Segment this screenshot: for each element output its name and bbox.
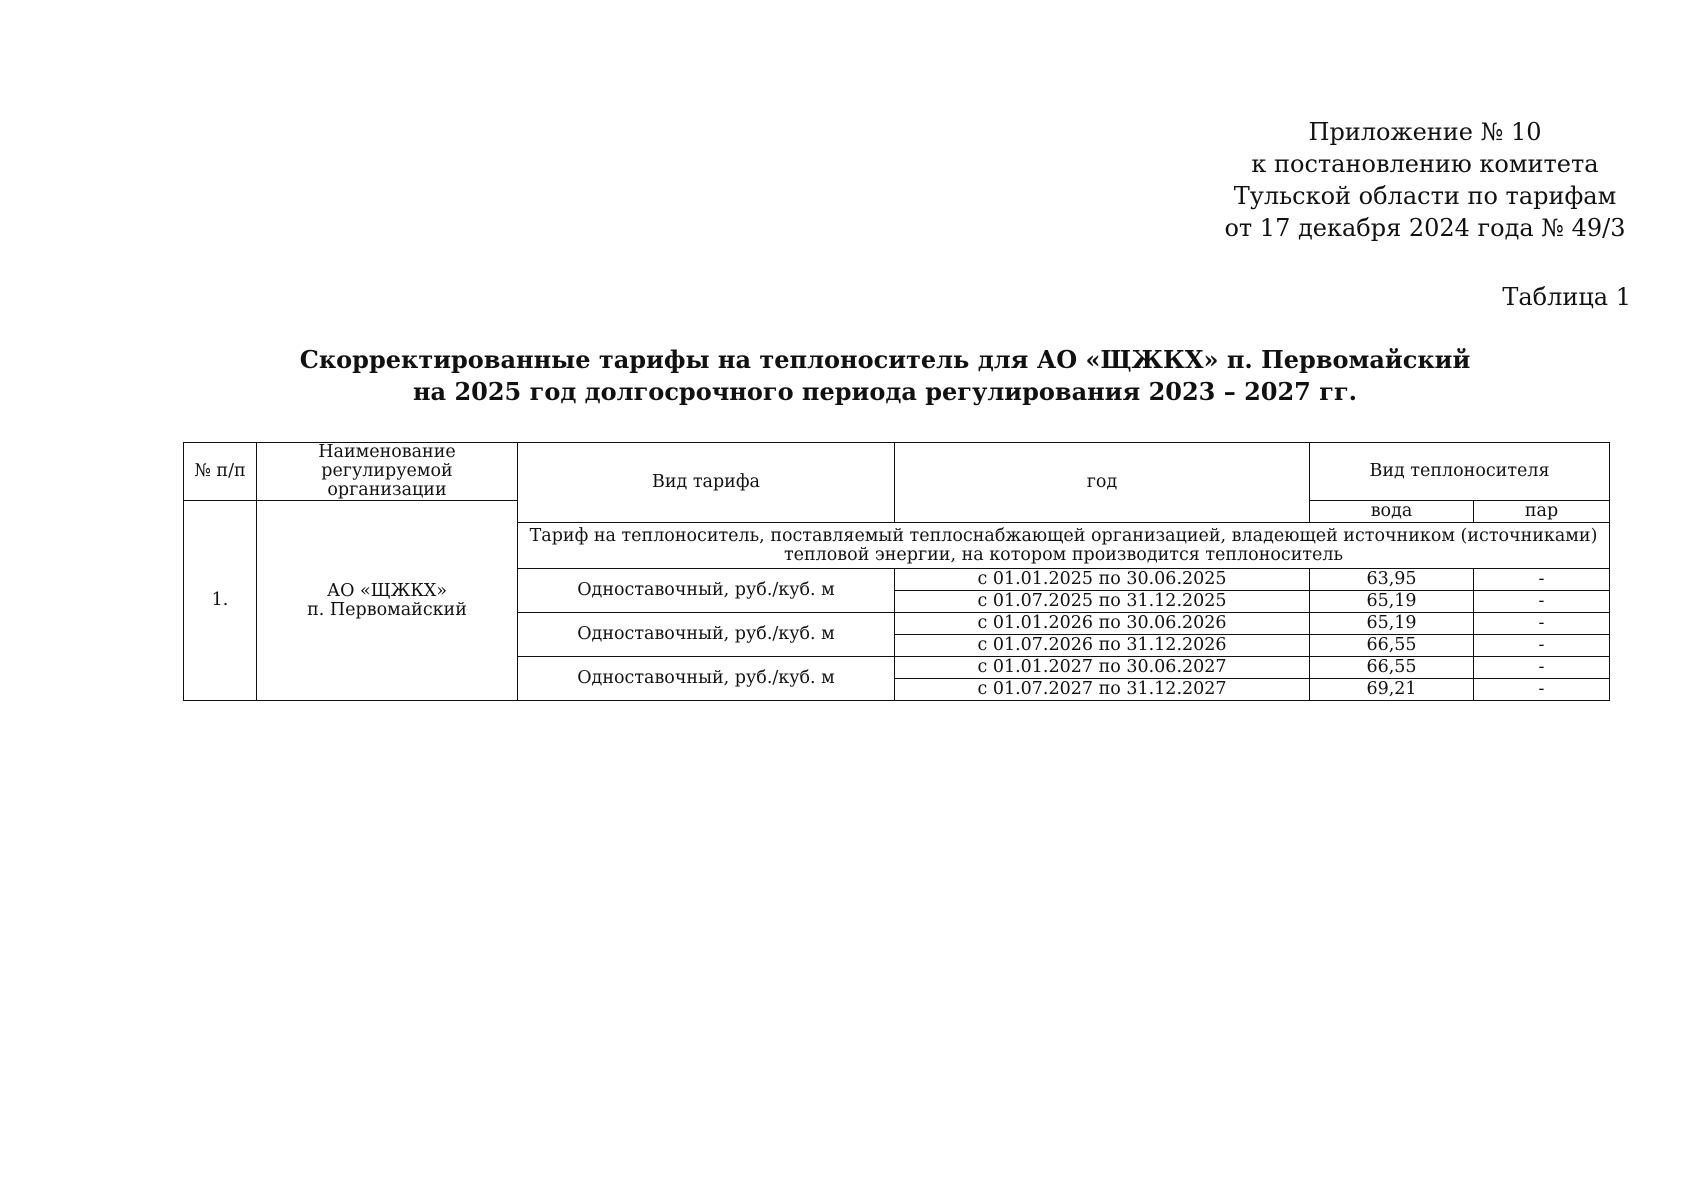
- header-steam: пар: [1474, 501, 1610, 523]
- section-description: Тариф на теплоноситель, поставляемый теплоснабжающей организацией, владеющей источником (источниками) тепловой энергии, на котором производится теплоноситель: [518, 523, 1610, 569]
- header-num: № п/п: [184, 443, 257, 501]
- tariff-table: [183, 442, 1610, 701]
- steam-value-cell: -: [1474, 635, 1610, 657]
- water-value-cell: 63,95: [1310, 569, 1474, 591]
- title-line-1: Скорректированные тарифы на теплоноситель для АО «ЩЖКХ» п. Первомайский: [299, 345, 1471, 374]
- steam-value-cell: -: [1474, 679, 1610, 701]
- water-value-cell: 65,19: [1310, 591, 1474, 613]
- appendix-line-1: Приложение № 10: [1308, 118, 1542, 146]
- period-cell: с 01.01.2025 по 30.06.2025: [895, 569, 1310, 591]
- steam-value-cell: -: [1474, 657, 1610, 679]
- table-number-label: Таблица 1: [1502, 283, 1631, 311]
- water-value-cell: 66,55: [1310, 657, 1474, 679]
- header-heat-carrier: Вид теплоносителя: [1310, 443, 1610, 501]
- period-cell: с 01.07.2027 по 31.12.2027: [895, 679, 1310, 701]
- water-value-cell: 66,55: [1310, 635, 1474, 657]
- header-organization: Наименование регулируемой организации: [257, 443, 518, 501]
- tariff-type-cell: Одноставочный, руб./куб. м: [518, 657, 895, 701]
- steam-value-cell: -: [1474, 613, 1610, 635]
- period-cell: с 01.07.2025 по 31.12.2025: [895, 591, 1310, 613]
- document-title: [150, 344, 1620, 408]
- appendix-line-4: от 17 декабря 2024 года № 49/3: [1224, 214, 1626, 242]
- tariff-type-cell: Одноставочный, руб./куб. м: [518, 569, 895, 613]
- organization-cell: [257, 501, 518, 701]
- steam-value-cell: -: [1474, 569, 1610, 591]
- period-cell: с 01.01.2027 по 30.06.2027: [895, 657, 1310, 679]
- appendix-line-2: к постановлению комитета: [1251, 150, 1599, 178]
- organization-location: п. Первомайский: [307, 599, 467, 620]
- appendix-line-3: Тульской области по тарифам: [1233, 182, 1617, 210]
- water-value-cell: 69,21: [1310, 679, 1474, 701]
- header-water: вода: [1310, 501, 1474, 523]
- header-year: год: [895, 443, 1310, 523]
- title-line-2: на 2025 год долгосрочного периода регулирования 2023 – 2027 гг.: [412, 377, 1357, 406]
- organization-name: АО «ЩЖКХ»: [326, 580, 448, 601]
- header-tariff-type: Вид тарифа: [518, 443, 895, 523]
- water-value-cell: 65,19: [1310, 613, 1474, 635]
- row-number: 1.: [184, 501, 257, 701]
- tariff-type-cell: Одноставочный, руб./куб. м: [518, 613, 895, 657]
- appendix-block: [1180, 116, 1670, 244]
- period-cell: с 01.01.2026 по 30.06.2026: [895, 613, 1310, 635]
- period-cell: с 01.07.2026 по 31.12.2026: [895, 635, 1310, 657]
- steam-value-cell: -: [1474, 591, 1610, 613]
- header-row: [184, 443, 1610, 472]
